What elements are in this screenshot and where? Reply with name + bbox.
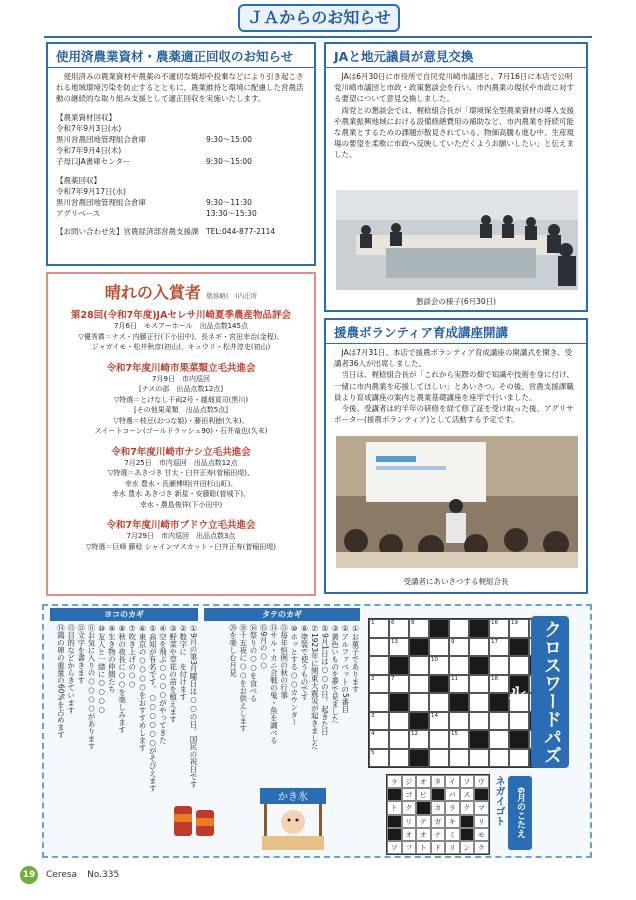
issue-number: No.335 — [87, 870, 120, 880]
down-clue: ②アルファベットの5番目 — [340, 624, 350, 713]
crossword-cell — [509, 619, 529, 638]
crossword-cell — [449, 693, 469, 712]
volunteer-paragraph-1: JAは7月31日、本店で援農ボランティア育成講座の開講式を開き、受講者36人が出席しました。 — [334, 348, 573, 369]
crossword-cell — [489, 730, 509, 749]
council-paragraph-1: JAは6月30日に市役所で自民党川崎市議団と、7月16日に本店で公明党川崎市議団と市政・政策懇談会を行い、市内農業の現状や市政に対する要望について意見交換しました。 — [334, 72, 574, 104]
crossword-cell — [389, 619, 409, 638]
cell-number: 7 — [391, 675, 395, 682]
crossword-cell — [429, 619, 449, 638]
award-detail: ▽優秀賞＝ナス・内藤正行(下小田中)、長ネギ・宮田幸治(金程)、 — [78, 332, 284, 341]
cell-number: 10 — [431, 657, 438, 663]
answer-cell — [460, 828, 475, 841]
crossword-cell — [429, 730, 449, 749]
crossword-cell — [489, 656, 509, 675]
crossword-cell — [369, 693, 389, 712]
cell-number: 5 — [371, 749, 375, 756]
down-clue: ⑦1923年に関東大震災が起きました — [310, 624, 320, 750]
crossword-cell — [449, 675, 469, 694]
cell-number: 17 — [491, 638, 498, 645]
crossword-cell — [409, 693, 429, 712]
answer-cell — [387, 828, 402, 841]
crossword-cell — [469, 730, 489, 749]
award-event-title: 令和7年度川崎市果菜類立毛共進会 — [106, 362, 256, 374]
crossword-cell — [369, 730, 389, 749]
magazine-name: Ceresa — [46, 870, 78, 880]
pesticide-row: 黒川営農団地管理組合倉庫 — [56, 198, 146, 208]
crossword-cell — [489, 712, 509, 731]
previous-answer-word: ネガイゴト — [493, 776, 504, 826]
across-clue: ⑨生き物の仲間たち — [107, 624, 117, 693]
answer-cell: ビ — [416, 788, 431, 801]
award-detail: 7月9日 市内巡回 — [152, 374, 210, 383]
pesticide-time: 13:30～15:30 — [206, 209, 257, 219]
crossword-banner: クロスワードパズル — [531, 616, 569, 768]
award-detail: 幸水 豊水・長瀬博明(井田杉山町)、 — [124, 479, 238, 488]
notice-volunteer-course — [324, 318, 588, 594]
answer-cell: フ — [402, 841, 417, 854]
across-clue: ⑬目的などからきています — [66, 624, 76, 714]
answer-cell: ラ — [445, 801, 460, 814]
down-clue: ⑱十五夜に○○をお供えします — [238, 624, 248, 732]
crossword-cell — [369, 675, 389, 694]
notice-recycling-intro: 使用済みの農業資材や農薬の不適切な焼却や投棄などにより引き起こされる地域環境汚染を防止するとともに、農業維持と環境に配慮した営農活動の継続的な取り組み支援として適正回収を実施いたします。 — [56, 72, 304, 104]
crossword-cell — [449, 749, 469, 768]
answer-cell: オ — [416, 828, 431, 841]
award-winners — [46, 272, 316, 596]
answer-cell: オ — [402, 828, 417, 841]
award-detail: ▽特選＝とげなし千両2号・越畑貢司(黒川) — [113, 395, 249, 404]
across-clue: ④空を飛ぶ○○○○がやってきた — [158, 624, 168, 744]
down-clue: ⑮9月の○○ — [259, 624, 269, 670]
crossword-cell — [509, 749, 529, 768]
crossword-cell — [369, 638, 389, 657]
cell-number: 18 — [491, 675, 498, 682]
award-detail: [ナスの部 出品点数12点] — [138, 385, 224, 393]
crossword-cell — [449, 656, 469, 675]
crossword-cell — [489, 619, 509, 638]
cell-number: 8 — [411, 620, 415, 626]
answer-cell: ト — [387, 801, 402, 814]
answer-cell: オ — [416, 775, 431, 788]
crossword-cell — [409, 730, 429, 749]
answer-cell: ド — [431, 841, 446, 854]
course-photo — [336, 436, 578, 568]
answer-cell: リ — [402, 815, 417, 828]
answer-cell: ス — [460, 788, 475, 801]
answer-cell — [387, 788, 402, 801]
cell-number: 6 — [391, 620, 395, 626]
answer-cell: ゴ — [402, 788, 417, 801]
down-clue: ⑧塗装で使うものです — [299, 624, 309, 701]
pesticide-time: 9:30～11:30 — [206, 198, 252, 208]
award-event-title: 令和7年度川崎市ブドウ立毛共進会 — [106, 520, 256, 531]
notice-recycling — [46, 42, 316, 266]
crossword-cell — [449, 619, 469, 638]
cell-number: 12 — [411, 731, 418, 737]
award-detail: ▽特選＝巨峰 藤稔 シャインマスカット・臼井正寿(菅稲田堤) — [85, 542, 277, 551]
cell-number: 11 — [451, 675, 458, 682]
across-clue: ⑫文字を書きます — [76, 624, 86, 684]
crossword-cell — [469, 656, 489, 675]
materials-row: 令和7年9月4日(木) — [56, 146, 122, 156]
cell-number: 4 — [371, 731, 375, 737]
answer-cell: タ — [431, 775, 446, 788]
answer-cell: ミ — [445, 828, 460, 841]
award-event-title: 第28回(令和7年度)JAセレサ川崎夏季農産物品評会 — [71, 310, 291, 321]
cell-number: 19 — [511, 620, 518, 626]
crossword-cell — [389, 675, 409, 694]
down-clue: ⑤9月1日は○○の日。起きた日 — [320, 624, 330, 736]
crossword-cell — [369, 749, 389, 768]
notice-recycling-title: 使用済農業資材・農薬適正回収のお知らせ — [48, 44, 314, 68]
crossword-cell — [449, 730, 469, 749]
previous-answer-label: 6月のこたえ — [508, 776, 532, 850]
council-paragraph-2: 両党との懇談会では、梶稔組合長が「環境保全型農業資材の導入支援や農業振興地域における設備修繕費用の補助など、市内農業を持続可能な農業とするための課題が散見されている。物価高騰も進む中、生産現場の要望を柔軟に市政へ反映していただくようお願いしたい」と伝えました。 — [334, 105, 574, 160]
answer-cell: テ — [416, 815, 431, 828]
across-clue: ⑪お気に入りの○○○○があります — [86, 624, 96, 750]
materials-row: 黒川営農団地管理組合倉庫 — [56, 135, 146, 145]
volunteer-title: 援農ボランティア育成講座開講 — [326, 320, 586, 344]
crossword-cell — [369, 712, 389, 731]
page-number: 19 — [20, 866, 38, 884]
down-clue: ③黄色いものを夢で見ました — [330, 624, 340, 723]
answer-cell: リ — [445, 841, 460, 854]
cell-number: 3 — [371, 712, 375, 719]
crossword-cell — [449, 638, 469, 657]
down-clue: ⑭サル・カニ合戦の鬼・魚を調べる — [269, 624, 279, 744]
crossword-cell — [449, 712, 469, 731]
crossword-cell — [469, 638, 489, 657]
answer-cell: ナ — [431, 828, 446, 841]
cell-number: 14 — [431, 712, 438, 719]
crossword-cell — [409, 712, 429, 731]
across-clue: ⑭鶏の卵の重量の60%を占めます — [56, 624, 66, 739]
previous-answer-grid — [386, 774, 490, 855]
cell-number: 16 — [491, 620, 498, 626]
answer-cell: ラ — [387, 775, 402, 788]
across-clue: ⑤高知が有名です。○○○○○○がそびえます — [148, 624, 158, 792]
down-clue: ⑪毎年恒例の秋の行事 — [279, 624, 289, 699]
award-detail: 7月6日 モスアーホール 出品点数145点 — [114, 322, 248, 330]
down-clue: ⑩ホッとする○○カウンター — [289, 624, 299, 726]
section-header: ＪＡからのお知らせ — [238, 4, 400, 32]
across-clue: ⑦吹き上げの○○ — [127, 624, 137, 689]
cell-number: 15 — [451, 731, 458, 737]
cell-number: 1 — [371, 620, 375, 626]
meeting-caption: 懇談会の様子(6月30日) — [415, 297, 497, 306]
crossword-cell — [429, 693, 449, 712]
award-detail: 7月29日 市内巡回 出品点数3点 — [126, 532, 236, 540]
award-detail: スイートコーン(ゴールドラッシュ90)・石井竜也(久末) — [94, 427, 268, 435]
answer-cell: マ — [474, 801, 489, 814]
crossword-cell — [409, 749, 429, 768]
crossword-cell — [489, 749, 509, 768]
pesticide-section-heading: 【農薬回収】 — [56, 175, 101, 185]
materials-row: 子母口JA書庫センター — [56, 157, 131, 167]
cell-number: 13 — [391, 638, 398, 645]
across-clue: ⑧秋の夜長に○○を楽しみます — [117, 624, 127, 734]
award-event-title: 令和7年度川崎市ナシ立毛共進会 — [111, 446, 251, 458]
crossword-cell — [429, 656, 449, 675]
answer-cell: イ — [445, 775, 460, 788]
award-detail: [その他果菜類 出品点数5点] — [134, 406, 228, 414]
answer-cell: ク — [474, 841, 489, 854]
header-rule — [44, 36, 592, 38]
crossword-cell — [389, 712, 409, 731]
crossword-cell — [409, 619, 429, 638]
council-title: JAと地元議員が意見交換 — [326, 44, 586, 68]
across-clue: ⑥東京の○○○○をおすすめします — [137, 624, 147, 752]
down-clue: ⑳を楽しむ月見 — [228, 624, 238, 677]
crossword-cell — [389, 730, 409, 749]
cell-number: 2 — [371, 675, 375, 682]
crossword-cell — [469, 675, 489, 694]
answer-cell — [474, 788, 489, 801]
award-detail: 幸水・農島俊祥(下小田中) — [139, 500, 223, 509]
answer-cell: ウ — [474, 775, 489, 788]
crossword-cell — [369, 619, 389, 638]
across-clue: ②数字に を付けます — [178, 624, 188, 701]
crossword-cell — [409, 656, 429, 675]
answer-cell: ジ — [402, 775, 417, 788]
answer-cell — [431, 788, 446, 801]
crossword-cell — [469, 749, 489, 768]
course-caption: 受講者にあいさつする梶組合長 — [403, 577, 509, 586]
answer-cell: カ — [431, 801, 446, 814]
crossword-cell — [489, 638, 509, 657]
award-detail: 7月25日 市内巡回 出品点数12点 — [124, 458, 238, 467]
answer-cell: キ — [445, 815, 460, 828]
materials-time: 9:30～15:00 — [206, 135, 252, 145]
volunteer-paragraph-3: 今後、受講者は約半年の研修を経て修了証を受け取った後、アグリサポーター(援農ボランティア)として活動する予定です。 — [334, 404, 574, 425]
crossword-cell — [509, 730, 529, 749]
crossword-cell — [429, 675, 449, 694]
answer-cell: ソ — [387, 841, 402, 854]
meeting-photo — [336, 190, 578, 290]
shaved-ice-illustration — [258, 788, 328, 852]
volunteer-paragraph-2: 当日は、梶稔組合長が「これから実際の畑で知識や技術を身に付け、一緒に市内農業を応援してほしい」とあいさつ。その後、営農支援課職員より育成講座の案内と農業基礎講座を座学で行いました。 — [334, 370, 574, 402]
crossword-cell — [429, 749, 449, 768]
down-clue: ⑯祭りの○○を食べる — [248, 624, 258, 702]
crossword-cell — [409, 638, 429, 657]
answer-cell: ク — [402, 801, 417, 814]
answer-cell — [387, 815, 402, 828]
across-clue: ③野菜や草花の苗を植えます — [168, 624, 178, 723]
answer-cell: バ — [445, 788, 460, 801]
materials-section-heading: 【農業資材回収】 — [56, 112, 116, 122]
crossword-cell — [429, 712, 449, 731]
materials-row: 令和7年9月3日(水) — [56, 123, 122, 133]
materials-time: 9:30～15:00 — [206, 157, 252, 167]
crossword-cell — [469, 712, 489, 731]
award-detail: ジャガイモ・松井秋彦(初山)、キュウリ・松井淳史(初山) — [91, 343, 271, 351]
answer-cell: ガ — [431, 815, 446, 828]
crossword-cell — [469, 619, 489, 638]
awards-subtitle: 敬称略( )内庄所 — [206, 292, 258, 300]
answer-cell — [416, 801, 431, 814]
crossword-cell — [409, 675, 429, 694]
answer-cell — [460, 815, 475, 828]
contact-info: 【お問い合わせ先】営農経済部営農支援課 TEL:044-877-2114 — [56, 227, 276, 237]
award-detail: 幸水 豊水 あきづき 新星・安藤聡(菅城下)、 — [111, 490, 251, 498]
notice-council-meeting — [324, 42, 588, 312]
crossword-cell — [509, 638, 529, 657]
across-clue: ⑩友人と一緒に○○○○ — [97, 624, 107, 714]
page-footer — [20, 866, 119, 884]
shop-sign-text: かき氷 — [278, 792, 308, 803]
crossword-cell — [509, 656, 529, 675]
cell-number: 9 — [451, 638, 455, 645]
down-clue: ①お菓子であります — [351, 624, 360, 693]
awards-title: 晴れの入賞者 — [104, 283, 201, 302]
answer-cell: ク — [460, 801, 475, 814]
crossword-cell — [389, 693, 409, 712]
answer-cell: ト — [416, 841, 431, 854]
award-detail: ▽特選＝枝豆(おつな姫)・藤田利徳(久末)、 — [113, 416, 249, 425]
crossword-cell — [429, 638, 449, 657]
across-clue: ①9月の第3月曜日は○○の日。国民の祝日です — [189, 624, 198, 789]
down-clues-heading: タテのカギ — [204, 608, 360, 621]
answer-cell: ン — [460, 841, 475, 854]
across-clues-heading: ヨコのカギ — [50, 608, 198, 621]
answer-cell: リ — [474, 815, 489, 828]
crossword-cell — [389, 638, 409, 657]
award-detail: ▽特選＝あきづき 甘太・臼井正寿(菅稲田堤)、 — [107, 469, 255, 477]
crossword-cell — [509, 712, 529, 731]
answer-cell: モ — [474, 828, 489, 841]
crossword-cell — [369, 656, 389, 675]
cans-illustration — [172, 800, 218, 840]
crossword-cell — [389, 656, 409, 675]
pesticide-row: アグリベース — [56, 209, 101, 219]
down-clues — [204, 624, 360, 774]
pesticide-row: 令和7年9月17日(水) — [56, 186, 126, 196]
crossword-cell — [469, 693, 489, 712]
crossword-cell — [389, 749, 409, 768]
answer-cell: ソ — [460, 775, 475, 788]
